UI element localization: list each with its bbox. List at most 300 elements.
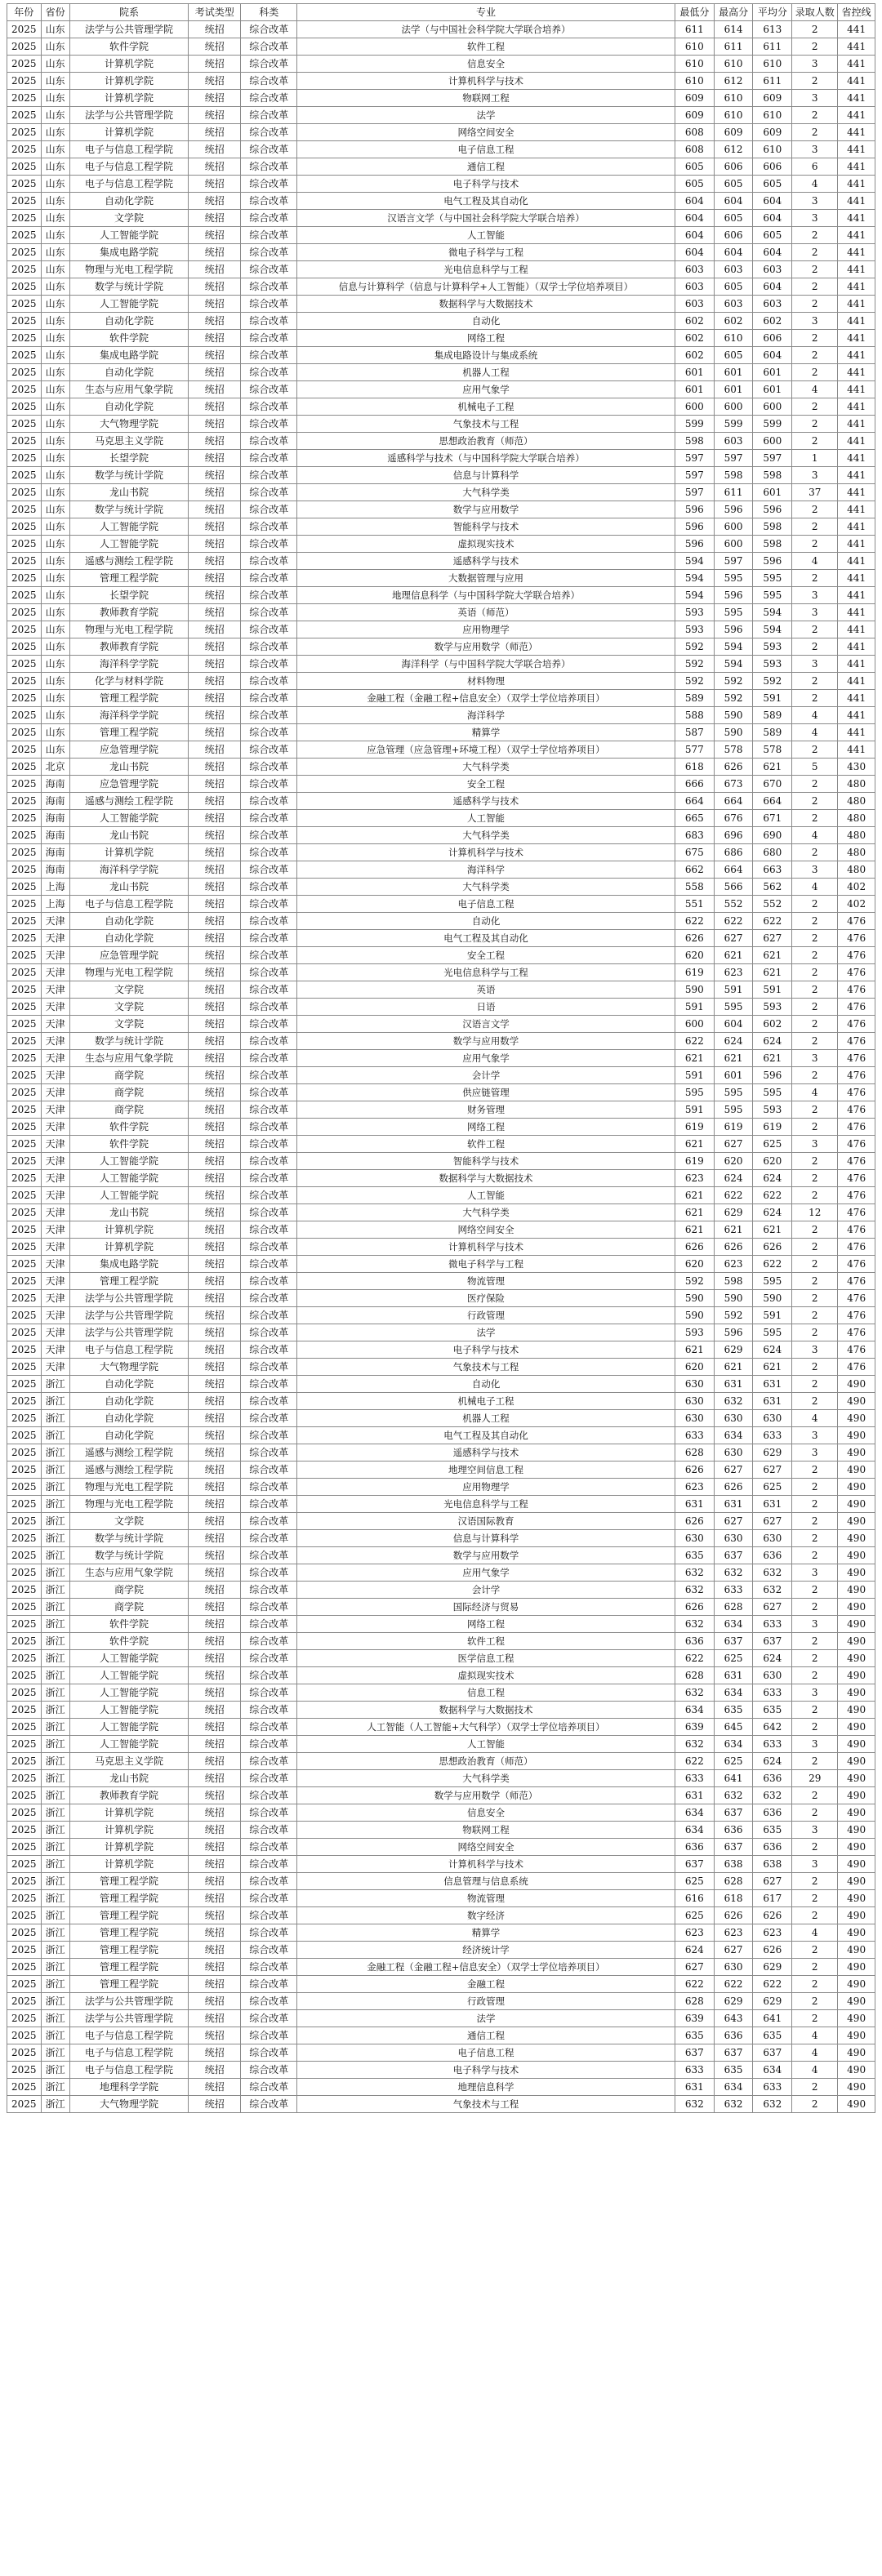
province-cell: 天津 — [41, 1016, 69, 1033]
major-cell: 法学（与中国社会科学院大学联合培养） — [296, 21, 675, 38]
exam-type-cell: 统招 — [189, 724, 241, 741]
province-cell: 天津 — [41, 999, 69, 1016]
major-cell: 物流管理 — [296, 1890, 675, 1907]
exam-type-cell: 统招 — [189, 193, 241, 210]
exam-type-cell: 统招 — [189, 1290, 241, 1307]
min-score-cell: 631 — [675, 1496, 714, 1513]
exam-type-cell: 统招 — [189, 1496, 241, 1513]
control-line-cell: 476 — [838, 1324, 875, 1341]
table-row — [7, 1462, 875, 1479]
province-cell: 浙江 — [41, 1547, 69, 1564]
control-line-cell: 476 — [838, 1221, 875, 1239]
year-cell: 2025 — [7, 1359, 42, 1376]
province-cell: 山东 — [41, 587, 69, 604]
category-cell: 综合改革 — [241, 1462, 297, 1479]
category-cell: 综合改革 — [241, 56, 297, 73]
department-cell: 商学院 — [69, 1084, 188, 1101]
max-score-cell: 629 — [714, 1341, 753, 1359]
province-cell: 天津 — [41, 1239, 69, 1256]
table-row — [7, 1976, 875, 1993]
category-cell: 综合改革 — [241, 1684, 297, 1702]
admitted-count-cell: 2 — [792, 1359, 838, 1376]
year-cell: 2025 — [7, 1907, 42, 1924]
department-cell: 商学院 — [69, 1582, 188, 1599]
category-cell: 综合改革 — [241, 2027, 297, 2044]
control-line-cell: 490 — [838, 2062, 875, 2079]
department-cell: 生态与应用气象学院 — [69, 1564, 188, 1582]
avg-score-cell: 611 — [753, 38, 792, 56]
admitted-count-cell: 2 — [792, 1307, 838, 1324]
category-cell: 综合改革 — [241, 776, 297, 793]
exam-type-cell: 统招 — [189, 158, 241, 176]
control-line-cell: 441 — [838, 296, 875, 313]
exam-type-cell: 统招 — [189, 176, 241, 193]
avg-score-cell: 630 — [753, 1410, 792, 1427]
province-cell: 浙江 — [41, 1787, 69, 1804]
admitted-count-cell: 2 — [792, 793, 838, 810]
avg-score-cell: 589 — [753, 724, 792, 741]
admitted-count-cell: 3 — [792, 587, 838, 604]
avg-score-cell: 594 — [753, 604, 792, 621]
year-cell: 2025 — [7, 1753, 42, 1770]
table-row — [7, 759, 875, 776]
province-cell: 天津 — [41, 1290, 69, 1307]
admitted-count-cell: 3 — [792, 1856, 838, 1873]
major-cell: 法学 — [296, 2010, 675, 2027]
exam-type-cell: 统招 — [189, 2027, 241, 2044]
table-header-row — [7, 4, 875, 21]
min-score-cell: 621 — [675, 1136, 714, 1153]
major-cell: 应用物理学 — [296, 621, 675, 638]
table-row — [7, 1376, 875, 1393]
table-row — [7, 1239, 875, 1256]
avg-score-cell: 629 — [753, 1444, 792, 1462]
province-cell: 浙江 — [41, 1736, 69, 1753]
max-score-cell: 632 — [714, 1564, 753, 1582]
exam-type-cell: 统招 — [189, 1650, 241, 1667]
min-score-cell: 594 — [675, 553, 714, 570]
min-score-cell: 632 — [675, 1564, 714, 1582]
major-cell: 会计学 — [296, 1067, 675, 1084]
avg-score-cell: 641 — [753, 2010, 792, 2027]
exam-type-cell: 统招 — [189, 227, 241, 244]
category-cell: 综合改革 — [241, 381, 297, 398]
admitted-count-cell: 2 — [792, 1290, 838, 1307]
year-cell: 2025 — [7, 1033, 42, 1050]
year-cell: 2025 — [7, 999, 42, 1016]
min-score-cell: 621 — [675, 1204, 714, 1221]
min-score-cell: 630 — [675, 1410, 714, 1427]
avg-score-cell: 601 — [753, 364, 792, 381]
avg-score-cell: 632 — [753, 2096, 792, 2113]
max-score-cell: 637 — [714, 1804, 753, 1822]
year-cell: 2025 — [7, 759, 42, 776]
year-cell: 2025 — [7, 484, 42, 501]
category-cell: 综合改革 — [241, 1599, 297, 1616]
max-score-cell: 629 — [714, 1204, 753, 1221]
department-cell: 自动化学院 — [69, 1410, 188, 1427]
avg-score-cell: 599 — [753, 416, 792, 433]
max-score-cell: 578 — [714, 741, 753, 759]
admitted-count-cell: 2 — [792, 1221, 838, 1239]
category-cell: 综合改革 — [241, 21, 297, 38]
category-cell: 综合改革 — [241, 124, 297, 141]
control-line-cell: 441 — [838, 193, 875, 210]
max-score-cell: 610 — [714, 56, 753, 73]
category-cell: 综合改革 — [241, 1942, 297, 1959]
department-cell: 法学与公共管理学院 — [69, 1307, 188, 1324]
category-cell: 综合改革 — [241, 1513, 297, 1530]
department-cell: 数学与统计学院 — [69, 278, 188, 296]
max-score-cell: 628 — [714, 1873, 753, 1890]
min-score-cell: 600 — [675, 398, 714, 416]
year-cell: 2025 — [7, 1221, 42, 1239]
table-row — [7, 141, 875, 158]
control-line-cell: 476 — [838, 1050, 875, 1067]
category-cell: 综合改革 — [241, 261, 297, 278]
admitted-count-cell: 12 — [792, 1204, 838, 1221]
department-cell: 管理工程学院 — [69, 724, 188, 741]
exam-type-cell: 统招 — [189, 1787, 241, 1804]
category-cell: 综合改革 — [241, 1804, 297, 1822]
category-cell: 综合改革 — [241, 793, 297, 810]
admitted-count-cell: 2 — [792, 2010, 838, 2027]
category-cell: 综合改革 — [241, 1256, 297, 1273]
province-cell: 山东 — [41, 707, 69, 724]
exam-type-cell: 统招 — [189, 913, 241, 930]
max-score-cell: 634 — [714, 1427, 753, 1444]
table-row — [7, 2096, 875, 2113]
category-cell: 综合改革 — [241, 484, 297, 501]
min-score-cell: 633 — [675, 1770, 714, 1787]
major-cell: 大气科学类 — [296, 879, 675, 896]
major-cell: 医疗保险 — [296, 1290, 675, 1307]
province-cell: 浙江 — [41, 2096, 69, 2113]
major-cell: 机器人工程 — [296, 364, 675, 381]
min-score-cell: 628 — [675, 1667, 714, 1684]
province-cell: 浙江 — [41, 1753, 69, 1770]
department-cell: 人工智能学院 — [69, 1667, 188, 1684]
year-cell: 2025 — [7, 158, 42, 176]
admitted-count-cell: 2 — [792, 1513, 838, 1530]
max-score-cell: 643 — [714, 2010, 753, 2027]
avg-score-cell: 604 — [753, 244, 792, 261]
max-score-cell: 594 — [714, 638, 753, 656]
category-cell: 综合改革 — [241, 398, 297, 416]
admitted-count-cell: 4 — [792, 879, 838, 896]
table-row — [7, 1890, 875, 1907]
table-row — [7, 2044, 875, 2062]
major-cell: 地理信息科学 — [296, 2079, 675, 2096]
admitted-count-cell: 2 — [792, 1787, 838, 1804]
min-score-cell: 622 — [675, 1033, 714, 1050]
table-row — [7, 1016, 875, 1033]
department-cell: 物理与光电工程学院 — [69, 621, 188, 638]
province-cell: 天津 — [41, 1324, 69, 1341]
max-score-cell: 552 — [714, 896, 753, 913]
control-line-cell: 441 — [838, 38, 875, 56]
year-cell: 2025 — [7, 21, 42, 38]
category-cell: 综合改革 — [241, 587, 297, 604]
admitted-count-cell: 2 — [792, 1273, 838, 1290]
admitted-count-cell: 3 — [792, 467, 838, 484]
max-score-cell: 664 — [714, 793, 753, 810]
avg-score-cell: 633 — [753, 1616, 792, 1633]
max-score-cell: 595 — [714, 999, 753, 1016]
year-cell: 2025 — [7, 1496, 42, 1513]
category-cell: 综合改革 — [241, 2062, 297, 2079]
table-row — [7, 1650, 875, 1667]
avg-score-cell: 635 — [753, 1822, 792, 1839]
province-cell: 浙江 — [41, 1702, 69, 1719]
department-cell: 计算机学院 — [69, 90, 188, 107]
major-cell: 金融工程（金融工程+信息安全）（双学士学位培养项目） — [296, 1959, 675, 1976]
table-row — [7, 398, 875, 416]
max-score-cell: 626 — [714, 759, 753, 776]
province-cell: 山东 — [41, 364, 69, 381]
admitted-count-cell: 4 — [792, 1410, 838, 1427]
admitted-count-cell: 2 — [792, 1016, 838, 1033]
major-cell: 人工智能（人工智能+大气科学）（双学士学位培养项目） — [296, 1719, 675, 1736]
department-cell: 人工智能学院 — [69, 518, 188, 536]
department-cell: 大气物理学院 — [69, 2096, 188, 2113]
control-line-cell: 490 — [838, 1959, 875, 1976]
province-cell: 浙江 — [41, 1479, 69, 1496]
max-score-cell: 634 — [714, 1616, 753, 1633]
exam-type-cell: 统招 — [189, 999, 241, 1016]
province-cell: 浙江 — [41, 1976, 69, 1993]
exam-type-cell: 统招 — [189, 244, 241, 261]
exam-type-cell: 统招 — [189, 1273, 241, 1290]
admitted-count-cell: 37 — [792, 484, 838, 501]
major-cell: 英语（师范） — [296, 604, 675, 621]
year-cell: 2025 — [7, 1770, 42, 1787]
avg-score-cell: 613 — [753, 21, 792, 38]
table-row — [7, 193, 875, 210]
exam-type-cell: 统招 — [189, 398, 241, 416]
avg-score-cell: 610 — [753, 107, 792, 124]
table-row — [7, 861, 875, 879]
exam-type-cell: 统招 — [189, 1753, 241, 1770]
year-cell: 2025 — [7, 1530, 42, 1547]
province-cell: 山东 — [41, 124, 69, 141]
department-cell: 应急管理学院 — [69, 776, 188, 793]
avg-score-cell: 621 — [753, 947, 792, 964]
table-row — [7, 1753, 875, 1770]
control-line-cell: 490 — [838, 1444, 875, 1462]
table-row — [7, 176, 875, 193]
major-cell: 气象技术与工程 — [296, 416, 675, 433]
table-row — [7, 1427, 875, 1444]
control-line-cell: 476 — [838, 1067, 875, 1084]
department-cell: 海洋科学学院 — [69, 656, 188, 673]
avg-score-cell: 604 — [753, 193, 792, 210]
max-score-cell: 595 — [714, 1101, 753, 1119]
control-line-cell: 441 — [838, 56, 875, 73]
control-line-cell: 480 — [838, 827, 875, 844]
control-line-cell: 441 — [838, 416, 875, 433]
avg-score-cell: 631 — [753, 1496, 792, 1513]
province-cell: 天津 — [41, 947, 69, 964]
department-cell: 教师教育学院 — [69, 1787, 188, 1804]
major-cell: 信息与计算科学 — [296, 1530, 675, 1547]
max-score-cell: 635 — [714, 2062, 753, 2079]
exam-type-cell: 统招 — [189, 1153, 241, 1170]
max-score-cell: 624 — [714, 1170, 753, 1187]
exam-type-cell: 统招 — [189, 1907, 241, 1924]
exam-type-cell: 统招 — [189, 107, 241, 124]
department-cell: 商学院 — [69, 1101, 188, 1119]
max-score-cell: 603 — [714, 261, 753, 278]
major-cell: 信息安全 — [296, 56, 675, 73]
admitted-count-cell: 3 — [792, 1136, 838, 1153]
admitted-count-cell: 2 — [792, 621, 838, 638]
province-cell: 山东 — [41, 381, 69, 398]
admitted-count-cell: 2 — [792, 1462, 838, 1479]
table-row — [7, 1067, 875, 1084]
min-score-cell: 588 — [675, 707, 714, 724]
major-cell: 机械电子工程 — [296, 1393, 675, 1410]
major-cell: 遥感科学与技术 — [296, 1444, 675, 1462]
min-score-cell: 594 — [675, 587, 714, 604]
exam-type-cell: 统招 — [189, 1410, 241, 1427]
department-cell: 管理工程学院 — [69, 570, 188, 587]
year-cell: 2025 — [7, 1942, 42, 1959]
exam-type-cell: 统招 — [189, 484, 241, 501]
major-cell: 应用气象学 — [296, 381, 675, 398]
exam-type-cell: 统招 — [189, 1993, 241, 2010]
avg-score-cell: 638 — [753, 1856, 792, 1873]
exam-type-cell: 统招 — [189, 1530, 241, 1547]
category-cell: 综合改革 — [241, 141, 297, 158]
year-cell: 2025 — [7, 690, 42, 707]
max-score-cell: 622 — [714, 1187, 753, 1204]
province-cell: 浙江 — [41, 2079, 69, 2096]
avg-score-cell: 627 — [753, 1462, 792, 1479]
min-score-cell: 592 — [675, 656, 714, 673]
exam-type-cell: 统招 — [189, 210, 241, 227]
department-cell: 数学与统计学院 — [69, 1033, 188, 1050]
table-row — [7, 1993, 875, 2010]
department-cell: 自动化学院 — [69, 930, 188, 947]
province-cell: 天津 — [41, 930, 69, 947]
control-line-cell: 476 — [838, 1239, 875, 1256]
min-score-cell: 621 — [675, 1341, 714, 1359]
max-score-cell: 610 — [714, 330, 753, 347]
major-cell: 数学与应用数学 — [296, 1547, 675, 1564]
table-row — [7, 810, 875, 827]
province-cell: 山东 — [41, 296, 69, 313]
year-cell: 2025 — [7, 56, 42, 73]
control-line-cell: 441 — [838, 570, 875, 587]
exam-type-cell: 统招 — [189, 638, 241, 656]
admitted-count-cell: 2 — [792, 330, 838, 347]
max-score-cell: 621 — [714, 1221, 753, 1239]
avg-score-cell: 603 — [753, 296, 792, 313]
department-cell: 法学与公共管理学院 — [69, 1324, 188, 1341]
table-row — [7, 553, 875, 570]
major-cell: 智能科学与技术 — [296, 1153, 675, 1170]
category-cell: 综合改革 — [241, 1427, 297, 1444]
control-line-cell: 476 — [838, 1016, 875, 1033]
year-cell: 2025 — [7, 1787, 42, 1804]
table-row — [7, 381, 875, 398]
header-max-score: 最高分 — [714, 4, 753, 21]
table-row — [7, 2062, 875, 2079]
province-cell: 浙江 — [41, 1564, 69, 1582]
avg-score-cell: 595 — [753, 587, 792, 604]
year-cell: 2025 — [7, 1702, 42, 1719]
province-cell: 山东 — [41, 107, 69, 124]
major-cell: 数据科学与大数据技术 — [296, 1702, 675, 1719]
admitted-count-cell: 2 — [792, 21, 838, 38]
avg-score-cell: 592 — [753, 673, 792, 690]
department-cell: 计算机学院 — [69, 124, 188, 141]
max-score-cell: 592 — [714, 673, 753, 690]
province-cell: 浙江 — [41, 1513, 69, 1530]
max-score-cell: 635 — [714, 1702, 753, 1719]
major-cell: 精算学 — [296, 724, 675, 741]
max-score-cell: 624 — [714, 1033, 753, 1050]
table-body — [7, 21, 875, 2113]
year-cell: 2025 — [7, 501, 42, 518]
exam-type-cell: 统招 — [189, 793, 241, 810]
avg-score-cell: 562 — [753, 879, 792, 896]
department-cell: 文学院 — [69, 999, 188, 1016]
avg-score-cell: 603 — [753, 261, 792, 278]
year-cell: 2025 — [7, 1016, 42, 1033]
control-line-cell: 441 — [838, 107, 875, 124]
control-line-cell: 490 — [838, 1924, 875, 1942]
year-cell: 2025 — [7, 38, 42, 56]
year-cell: 2025 — [7, 1376, 42, 1393]
province-cell: 天津 — [41, 1187, 69, 1204]
max-score-cell: 630 — [714, 1444, 753, 1462]
major-cell: 电子信息工程 — [296, 141, 675, 158]
admitted-count-cell: 3 — [792, 1341, 838, 1359]
table-row — [7, 1307, 875, 1324]
table-row — [7, 1787, 875, 1804]
department-cell: 电子与信息工程学院 — [69, 2027, 188, 2044]
major-cell: 电气工程及其自动化 — [296, 193, 675, 210]
category-cell: 综合改革 — [241, 210, 297, 227]
control-line-cell: 490 — [838, 1427, 875, 1444]
category-cell: 综合改革 — [241, 1393, 297, 1410]
table-row — [7, 38, 875, 56]
province-cell: 海南 — [41, 844, 69, 861]
department-cell: 化学与材料学院 — [69, 673, 188, 690]
min-score-cell: 665 — [675, 810, 714, 827]
min-score-cell: 597 — [675, 467, 714, 484]
admitted-count-cell: 2 — [792, 1479, 838, 1496]
control-line-cell: 490 — [838, 1822, 875, 1839]
control-line-cell: 490 — [838, 1890, 875, 1907]
year-cell: 2025 — [7, 638, 42, 656]
exam-type-cell: 统招 — [189, 1616, 241, 1633]
control-line-cell: 490 — [838, 1976, 875, 1993]
avg-score-cell: 632 — [753, 1787, 792, 1804]
admitted-count-cell: 2 — [792, 1170, 838, 1187]
min-score-cell: 636 — [675, 1633, 714, 1650]
year-cell: 2025 — [7, 947, 42, 964]
year-cell: 2025 — [7, 1564, 42, 1582]
max-score-cell: 597 — [714, 450, 753, 467]
admitted-count-cell: 2 — [792, 1324, 838, 1341]
max-score-cell: 622 — [714, 913, 753, 930]
admitted-count-cell: 4 — [792, 827, 838, 844]
control-line-cell: 476 — [838, 1033, 875, 1050]
max-score-cell: 601 — [714, 381, 753, 398]
